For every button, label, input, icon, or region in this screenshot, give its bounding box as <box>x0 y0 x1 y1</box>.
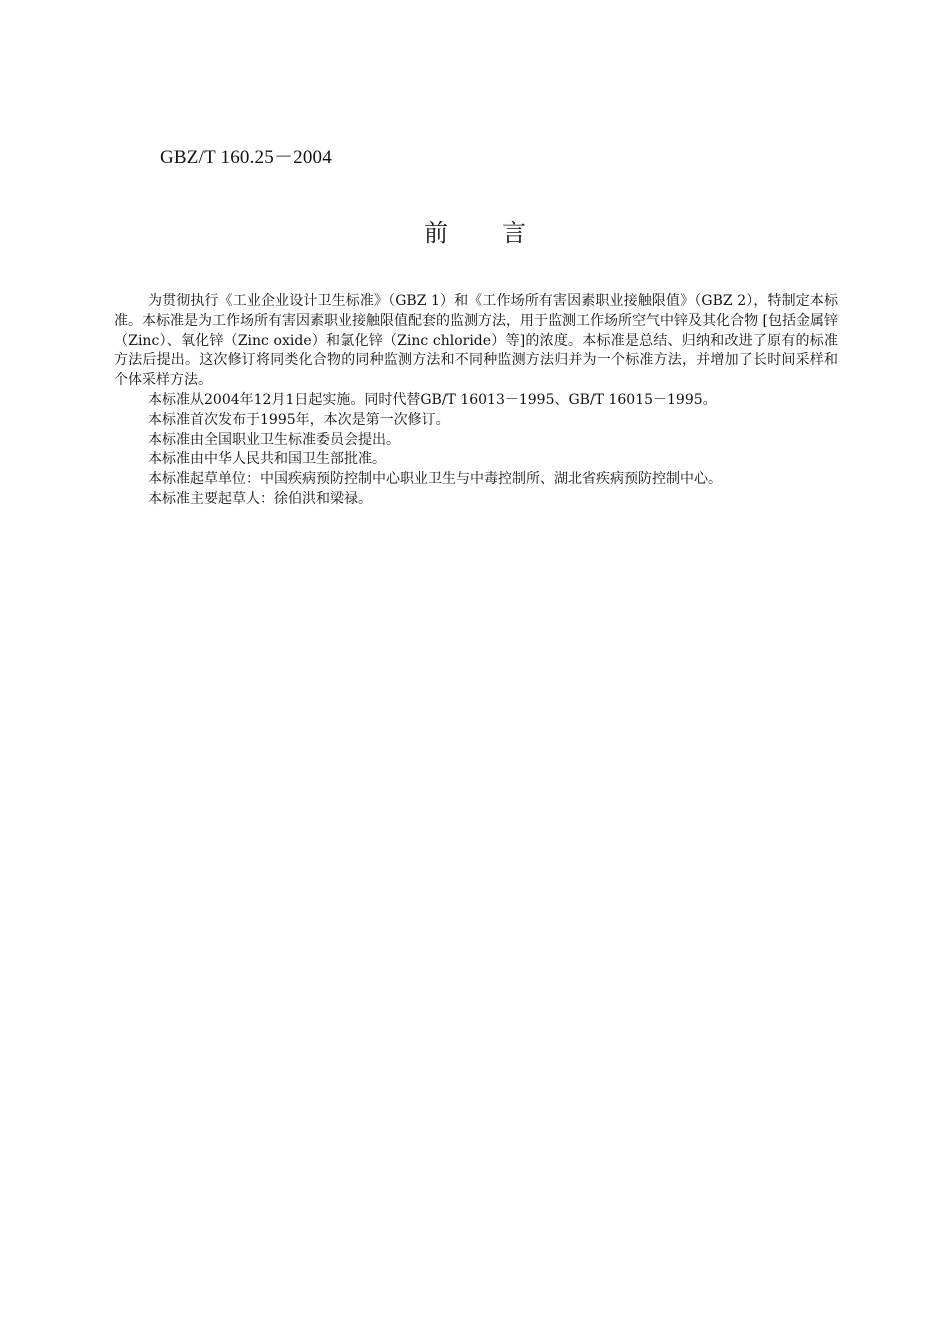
paragraph-purpose: 为贯彻执行《工业企业设计卫生标准》（GBZ 1）和《工作场所有害因素职业接触限值》（GBZ 2），特制定本标准。本标准是为工作场所有害因素职业接触限值配套的监测方法，用于监测工作场所空气中锌及其化合物 [包括金属锌（Zinc）、氧化锌（Zinc oxide）和氯化锌（Zinc chloride）等]的浓度。本标准是总结、归纳和改进了原有的标准方法后提出。这次修订将同类化合物的同种监测方法和不同种监测方法归并为一个标准方法，并增加了长时间采样和个体采样方法。 <box>114 293 838 389</box>
standard-code: GBZ/T 160.25－2004 <box>160 147 332 168</box>
paragraph-approved-by: 本标准由中华人民共和国卫生部批准。 <box>148 451 386 468</box>
paragraph-proposed-by: 本标准由全国职业卫生标准委员会提出。 <box>148 431 400 448</box>
paragraph-first-release: 本标准首次发布于1995年，本次是第一次修订。 <box>148 411 450 428</box>
paragraph-effective-date: 本标准从2004年12月1日起实施。同时代替GB/T 16013－1995、GB/T 16015－1995。 <box>148 391 717 408</box>
paragraph-drafting-units: 本标准起草单位：中国疾病预防控制中心职业卫生与中毒控制所、湖北省疾病预防控制中心。 <box>148 471 722 488</box>
document-body <box>114 292 838 510</box>
page-title: 前言 <box>424 219 580 247</box>
paragraph-drafters: 本标准主要起草人：徐伯洪和梁禄。 <box>148 490 372 507</box>
